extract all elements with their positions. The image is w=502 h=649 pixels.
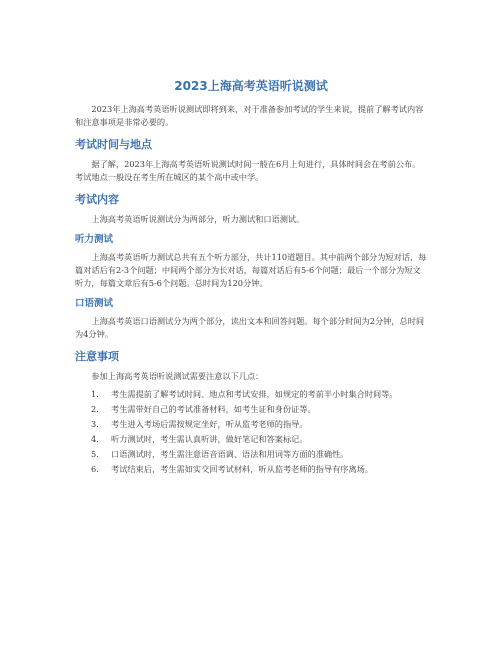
speaking-paragraph: 上海高考英语口语测试分为两个部分，读出文本和回答问题。每个部分时间为2分钟，总时间为4分钟。: [75, 316, 425, 339]
document-title: 2023上海高考英语听说测试: [174, 79, 328, 93]
list-item-number: 5.: [91, 449, 99, 459]
list-item-number: 1.: [91, 389, 99, 399]
listening-paragraph: 上海高考英语听力测试总共有五个听力部分，共计110道题目。其中前两个部分为短对话，每篇对话后有2-3个问题；中间两个部分为长对话，每篇对话后有5-6个问题；最后一个部分为短文听力，每篇文章后有5-6个问题。总时间为120分钟。: [75, 252, 427, 288]
list-item-number: 6.: [91, 464, 99, 474]
list-item: [75, 463, 427, 476]
list-item: [75, 448, 427, 461]
content-paragraph: 上海高考英语听说测试分为两部分，听力测试和口语测试。: [91, 214, 305, 224]
list-item-number: 3.: [91, 419, 99, 429]
list-item: [75, 418, 427, 431]
notes-list: [75, 388, 427, 476]
list-item-number: 2.: [91, 404, 99, 414]
list-item-text: 考生进入考场后需按规定坐好，听从监考老师的指导。: [111, 419, 308, 429]
list-item-text: 考试结束后，考生需如实交回考试材料，听从监考老师的指导有序离场。: [111, 464, 374, 474]
list-item: [75, 388, 427, 401]
list-item: [75, 433, 427, 446]
document-page: [75, 78, 427, 478]
heading-speaking: 口语测试: [75, 298, 114, 309]
heading-content: 考试内容: [75, 193, 119, 206]
list-item-number: 4.: [91, 434, 99, 444]
list-item-text: 口语测试时，考生需注意语音语调、语法和用词等方面的准确性。: [111, 449, 349, 459]
heading-listening: 听力测试: [75, 234, 114, 245]
heading-notes: 注意事项: [75, 350, 119, 363]
list-item: [75, 403, 427, 416]
time-place-paragraph: 据了解，2023年上海高考英语听说测试时间一般在6月上旬进行，具体时间会在考前公布。考试地点一般设在考生所在城区的某个高中或中学。: [75, 159, 421, 182]
list-item-text: 考生需带好自己的考试准备材料，如考生证和身份证等。: [111, 404, 316, 414]
notes-intro-paragraph: 参加上海高考英语听说测试需要注意以下几点：: [91, 371, 264, 381]
list-item-text: 听力测试时，考生需认真听讲，做好笔记和答案标记。: [111, 434, 308, 444]
list-item-text: 考生需提前了解考试时间、地点和考试安排，如规定的考前半小时集合时间等。: [111, 389, 398, 399]
heading-time-place: 考试时间与地点: [75, 138, 152, 151]
intro-paragraph: 2023年上海高考英语听说测试即将到来，对于准备参加考试的学生来说，提前了解考试内容和注意事项是非常必要的。: [75, 104, 424, 127]
